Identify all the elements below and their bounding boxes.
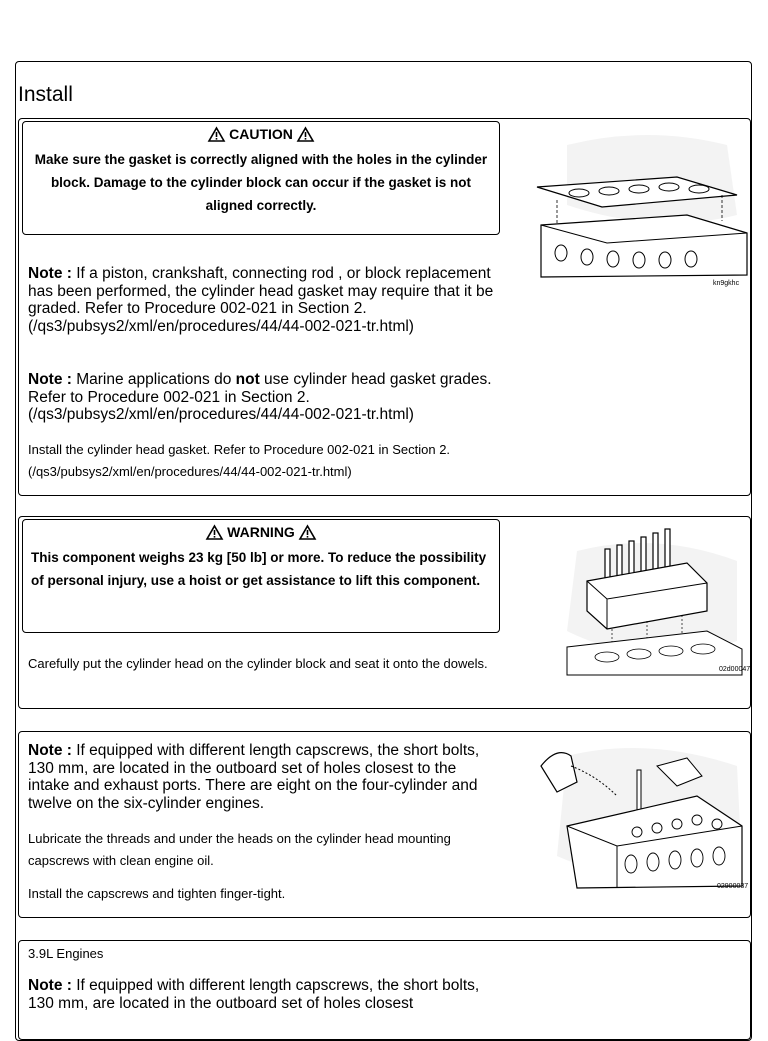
caution-heading	[23, 122, 499, 144]
warning-triangle-icon	[297, 127, 314, 142]
caution-label: CAUTION	[229, 126, 293, 142]
note-label: Note :	[28, 265, 72, 282]
warning-heading	[23, 520, 499, 542]
instruction-finger-tight: Install the capscrews and tighten finger-tight.	[28, 886, 286, 901]
note-label: Note :	[28, 742, 72, 759]
page-title: Install	[18, 83, 73, 106]
instruction-install-gasket: Install the cylinder head gasket. Refer to Procedure 002-021 in Section 2. (/qs3/pubsys2/xml/en/procedures/44/44-002-021-tr.html)	[28, 442, 451, 479]
figure-capscrews	[527, 736, 749, 892]
warning-triangle-icon	[206, 525, 223, 540]
note-text: If a piston, crankshaft, connecting rod , or block replacement has been performed, the cylinder head gasket may require that it be graded. Refer to Procedure 002-021 in Section 2. (/qs3/pubsys2/xml/en/procedures/44/44-002-021-tr.html)	[28, 265, 494, 335]
figure-id: kn9gkhc	[713, 280, 740, 287]
warning-triangle-icon	[208, 127, 225, 142]
note-text: If equipped with different length capscrews, the short bolts, 130 mm, are located in the outboard set of holes closest to the intake and exhaust ports. There are eight on the four-cylinder and twelve on the six-cylinder engines.	[28, 742, 480, 812]
warning-triangle-icon	[299, 525, 316, 540]
warning-label: WARNING	[227, 524, 295, 540]
section-cylinder-head	[18, 516, 751, 709]
instruction-lubricate: Lubricate the threads and under the heads on the cylinder head mounting capscrews with clean engine oil.	[28, 831, 451, 868]
figure-id: 02d00047	[719, 666, 751, 673]
figure-id: 02900037	[717, 883, 749, 890]
figure-cylinder-head	[527, 521, 749, 675]
note-grading	[28, 265, 498, 335]
section-3-9l-engines	[18, 940, 751, 1040]
warning-box	[22, 519, 500, 633]
section-capscrews	[18, 731, 751, 918]
warning-text: This component weighs 23 kg [50 lb] or more. To reduce the possibility of personal injury, use a hoist or get assistance to lift this component.	[31, 550, 487, 588]
note-marine: Note : Marine applications do not use cylinder head gasket grades. Refer to Procedure 002-021 in Section 2. (/qs3/pubsys2/xml/en/procedures/44/44-002-021-tr.html)	[28, 371, 492, 423]
figure-gasket	[527, 125, 749, 287]
caution-box	[22, 121, 500, 235]
note-capscrew-length	[28, 742, 498, 812]
note-label: Note :	[28, 977, 72, 994]
note-text: If equipped with different length capscrews, the short bolts, 130 mm, are located in the outboard set of holes closest	[28, 977, 480, 1012]
note-capscrew-length-3-9l	[28, 977, 498, 1012]
note-label: Note :	[28, 371, 72, 388]
instruction-seat-head: Carefully put the cylinder head on the cylinder block and seat it onto the dowels.	[28, 656, 488, 671]
caution-text: Make sure the gasket is correctly aligned with the holes in the cylinder block. Damage to the cylinder block can occur if the gasket is not aligned correctly.	[34, 152, 488, 213]
section-gasket	[18, 118, 751, 496]
section-heading: 3.9L Engines	[28, 946, 104, 961]
